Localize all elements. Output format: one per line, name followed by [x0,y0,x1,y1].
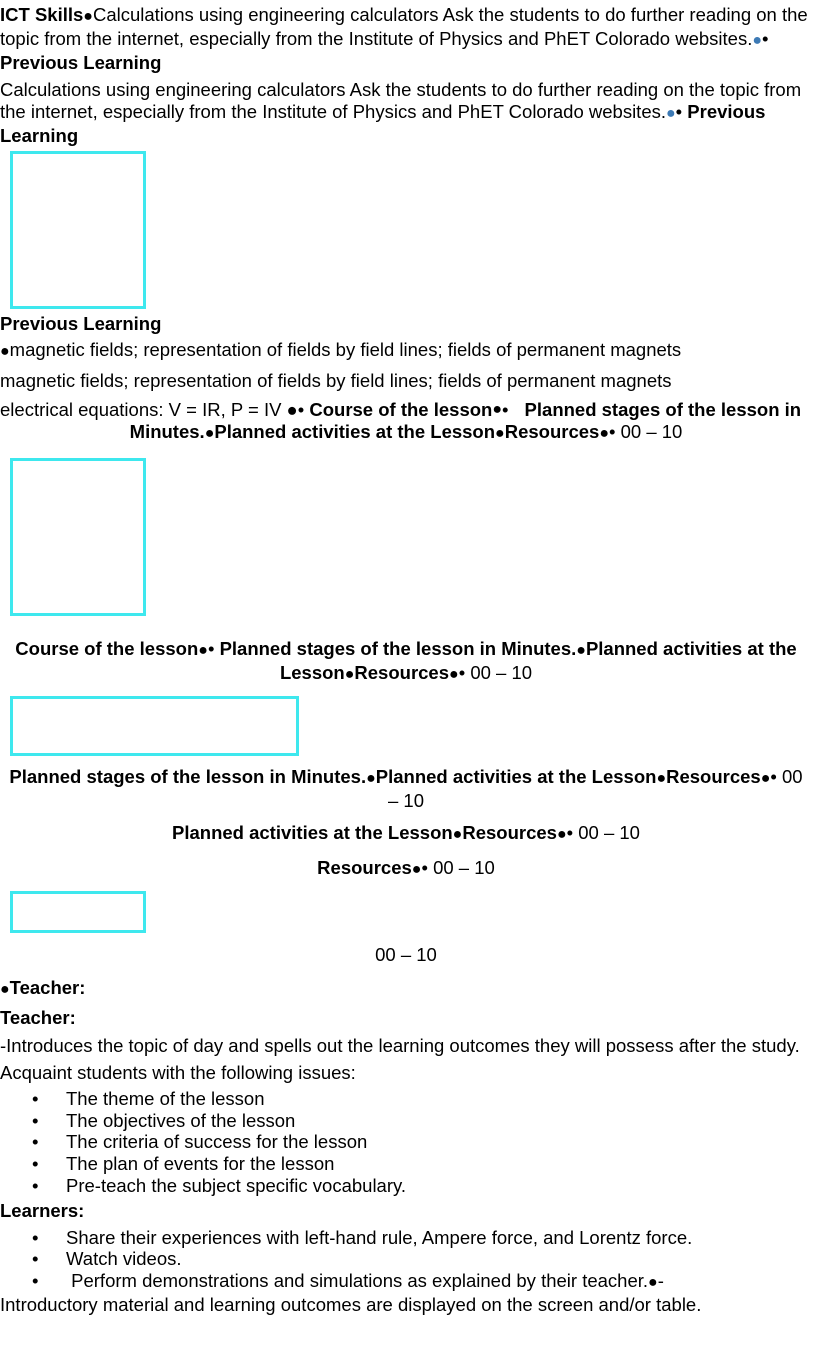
small-bullet-icon: • [421,857,434,878]
ict-skills-label: ICT Skills [0,4,84,25]
list-item: • Pre-teach the subject specific vocabulary. [28,1175,816,1197]
bullet-icon: ●• [281,399,310,420]
small-bullet-icon: • [207,638,220,659]
small-bullet-icon: • [502,399,514,420]
issues-list [0,1088,816,1197]
resources-inline: Resources [462,822,557,843]
planned-stages-label: Planned stages of the lesson in Minutes. [9,766,367,787]
small-bullet-icon: • [762,28,769,49]
course-of-lesson-label: Course of the lesson [15,638,199,659]
planned-stages-inline: Planned stages of the lesson in Minutes. [129,399,802,442]
image-frame-wide [10,696,299,756]
resources-inline: Resources [354,662,450,683]
time-paragraph: 00 – 10 [375,944,437,965]
teacher-dot-heading [0,977,816,1001]
list-item-text: Perform demonstrations and simulations as explained by their teacher. [66,1269,649,1291]
bullet-icon: ● [752,32,763,49]
planned-stages-paragraph [0,766,816,812]
bullet-icon: ● [0,981,10,998]
document-page [0,4,816,1316]
small-bullet-icon: • [608,421,621,442]
bullet-icon: ● [576,642,586,659]
bullet-icon: ● [666,105,676,122]
small-bullet-icon: • [675,101,688,122]
learners-list [0,1227,816,1294]
teacher-heading: Teacher: [0,1007,76,1028]
equations-paragraph [0,399,816,445]
bullet-icon: ● [198,642,208,659]
image-frame-small [10,891,146,933]
time-inline: 00 – 10 [620,421,683,442]
list-item: • Perform demonstrations and simulations as explained by their teacher.●- [28,1270,816,1294]
ict-skills-text: Calculations using engineering calculators Ask the students to do further reading on the topic from the internet, especially from the Institute of Physics and PhET Colorado websites. [0,4,808,49]
acquaint-text: Acquaint students with the following issues: [0,1062,356,1083]
bullet-icon: ● [344,666,355,683]
bullet-icon: ● [366,770,376,787]
resources-label: Resources [317,857,412,878]
calculations-text: Calculations using engineering calculators Ask the students to do further reading on the topic from the internet, especially from the Institute of Physics and PhET Colorado websites. [0,79,802,122]
resources-inline: Resources [666,766,761,787]
planned-activities-label: Planned activities at the Lesson [172,822,453,843]
planned-activities-paragraph [0,822,816,846]
image-frame [10,151,146,309]
previous-learning-heading: Previous Learning [0,313,162,334]
bullet-icon: ● [495,425,505,442]
small-bullet-icon: • [566,822,579,843]
time-inline: 00 – 10 [578,822,640,843]
list-item: • The objectives of the lesson [28,1110,816,1132]
planned-stages-inline: Planned stages of the lesson in Minutes. [219,638,577,659]
bullet-icon: ● [556,826,567,843]
calculations-paragraph [0,79,816,147]
time-part-a: 00 [782,766,803,787]
bullet-icon: ● [599,425,609,442]
previous-learning-inline: Previous Learning [0,101,766,146]
list-item: • The theme of the lesson [28,1088,816,1110]
bullet-icon: ● [648,1273,658,1291]
magnetic-fields-text: magnetic fields; representation of fields by field lines; fields of permanent magnets [9,339,682,360]
planned-activities-inline: Planned activities at the Lesson [279,638,797,683]
magnetic-fields-line-2: magnetic fields; representation of fields by field lines; fields of permanent magnets [0,370,672,391]
small-bullet-icon: • [770,766,783,787]
bullet-icon: ● [0,343,10,360]
equations-text: electrical equations: V = IR, P = IV [0,399,282,420]
bullet-icon: ● [452,826,463,843]
time-part-b: – 10 [387,790,424,811]
time-inline: 00 – 10 [470,662,533,683]
list-item: • The criteria of success for the lesson [28,1131,816,1153]
small-bullet-icon: • [458,662,471,683]
image-frame [10,458,146,616]
bullet-icon: ● [760,770,771,787]
previous-learning-inline: Previous Learning [0,52,162,73]
resources-paragraph [0,857,816,881]
bullet-icon: ● [449,666,459,683]
planned-activities-inline: Planned activities at the Lesson [375,766,657,787]
teacher-intro: -Introduces the topic of day and spells out the learning outcomes they will possess after the study. [0,1035,800,1056]
bullet-icon: ● [411,861,422,878]
bullet-icon: ● [204,425,215,442]
magnetic-fields-line [0,339,816,363]
time-inline: 00 – 10 [433,857,495,878]
final-text: Introductory material and learning outcomes are displayed on the screen and/or table. [0,1293,702,1315]
list-item: • Watch videos. [28,1248,816,1270]
resources-inline: Resources [504,421,600,442]
ict-skills-paragraph [0,4,816,74]
bullet-icon: ● [492,401,503,418]
learners-heading: Learners: [0,1199,85,1221]
course-of-lesson-inline: Course of the lesson [309,399,493,420]
list-item: • The plan of events for the lesson [28,1153,816,1175]
planned-activities-inline: Planned activities at the Lesson [214,421,496,442]
course-of-lesson-paragraph [0,638,816,686]
list-item: • Share their experiences with left-hand rule, Ampere force, and Lorentz force. [28,1227,816,1249]
bullet-icon: ● [656,770,667,787]
teacher-dot-label: Teacher: [9,977,86,998]
bullet-icon: ● [83,8,93,25]
